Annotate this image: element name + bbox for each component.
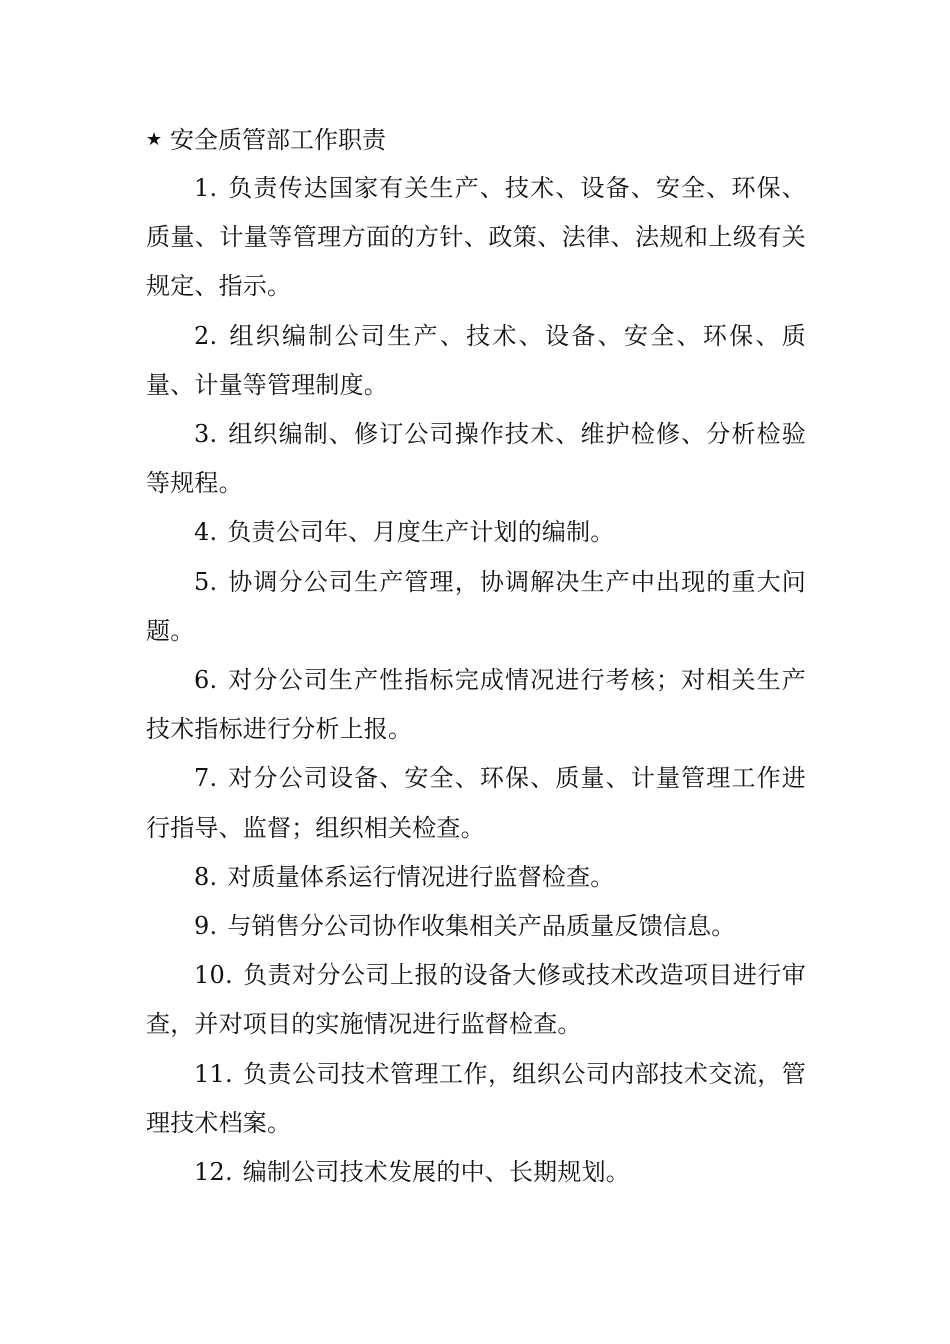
item-number: 5.: [194, 567, 218, 596]
item-number: 6.: [194, 666, 218, 695]
duty-item-12: [146, 1148, 806, 1197]
duty-item-10: [146, 951, 806, 1049]
item-number: 7.: [194, 764, 218, 793]
item-number: 2.: [194, 321, 218, 350]
duty-item-4: [146, 508, 806, 557]
duty-item-8: [146, 853, 806, 902]
section-heading: [146, 116, 806, 164]
duty-item-5: [146, 558, 806, 656]
duty-item-3: [146, 410, 806, 508]
item-text: 对分公司设备、安全、环保、质量、计量管理工作进行指导、监督；组织相关检查。: [146, 764, 806, 842]
duty-item-9: [146, 902, 806, 951]
item-text: 组织编制公司生产、技术、设备、安全、环保、质量、计量等管理制度。: [146, 321, 806, 399]
item-text: 对质量体系运行情况进行监督检查。: [227, 862, 615, 891]
item-number: 1.: [194, 174, 218, 202]
item-text: 与销售分公司协作收集相关产品质量反馈信息。: [227, 912, 736, 941]
item-number: 4.: [194, 518, 218, 547]
item-text: 组织编制、修订公司操作技术、维护检修、分析检验等规程。: [146, 420, 806, 498]
item-text: 编制公司技术发展的中、长期规划。: [242, 1158, 630, 1187]
duty-item-2: [146, 312, 806, 410]
section-title: 安全质管部工作职责: [170, 126, 386, 154]
item-number: 10.: [194, 961, 233, 990]
item-number: 8.: [194, 862, 218, 891]
item-text: 负责对分公司上报的设备大修或技术改造项目进行审查，并对项目的实施情况进行监督检查。: [146, 961, 806, 1039]
item-text: 对分公司生产性指标完成情况进行考核；对相关生产技术指标进行分析上报。: [146, 666, 806, 744]
duty-item-11: [146, 1050, 806, 1148]
item-number: 3.: [194, 420, 218, 449]
duty-item-1: [146, 164, 806, 312]
item-text: 负责公司技术管理工作，组织公司内部技术交流，管理技术档案。: [146, 1059, 806, 1137]
duty-item-7: [146, 754, 806, 852]
duty-item-6: [146, 656, 806, 754]
item-text: 负责传达国家有关生产、技术、设备、安全、环保、质量、计量等管理方面的方针、政策、法律、法规和上级有关规定、指示。: [146, 174, 806, 301]
item-number: 11.: [194, 1059, 233, 1088]
document-page: [146, 116, 806, 1197]
item-number: 12.: [194, 1158, 233, 1187]
item-number: 9.: [194, 912, 218, 941]
star-icon: ★: [146, 129, 163, 150]
item-text: 协调分公司生产管理，协调解决生产中出现的重大问题。: [146, 567, 806, 645]
item-text: 负责公司年、月度生产计划的编制。: [227, 518, 615, 547]
